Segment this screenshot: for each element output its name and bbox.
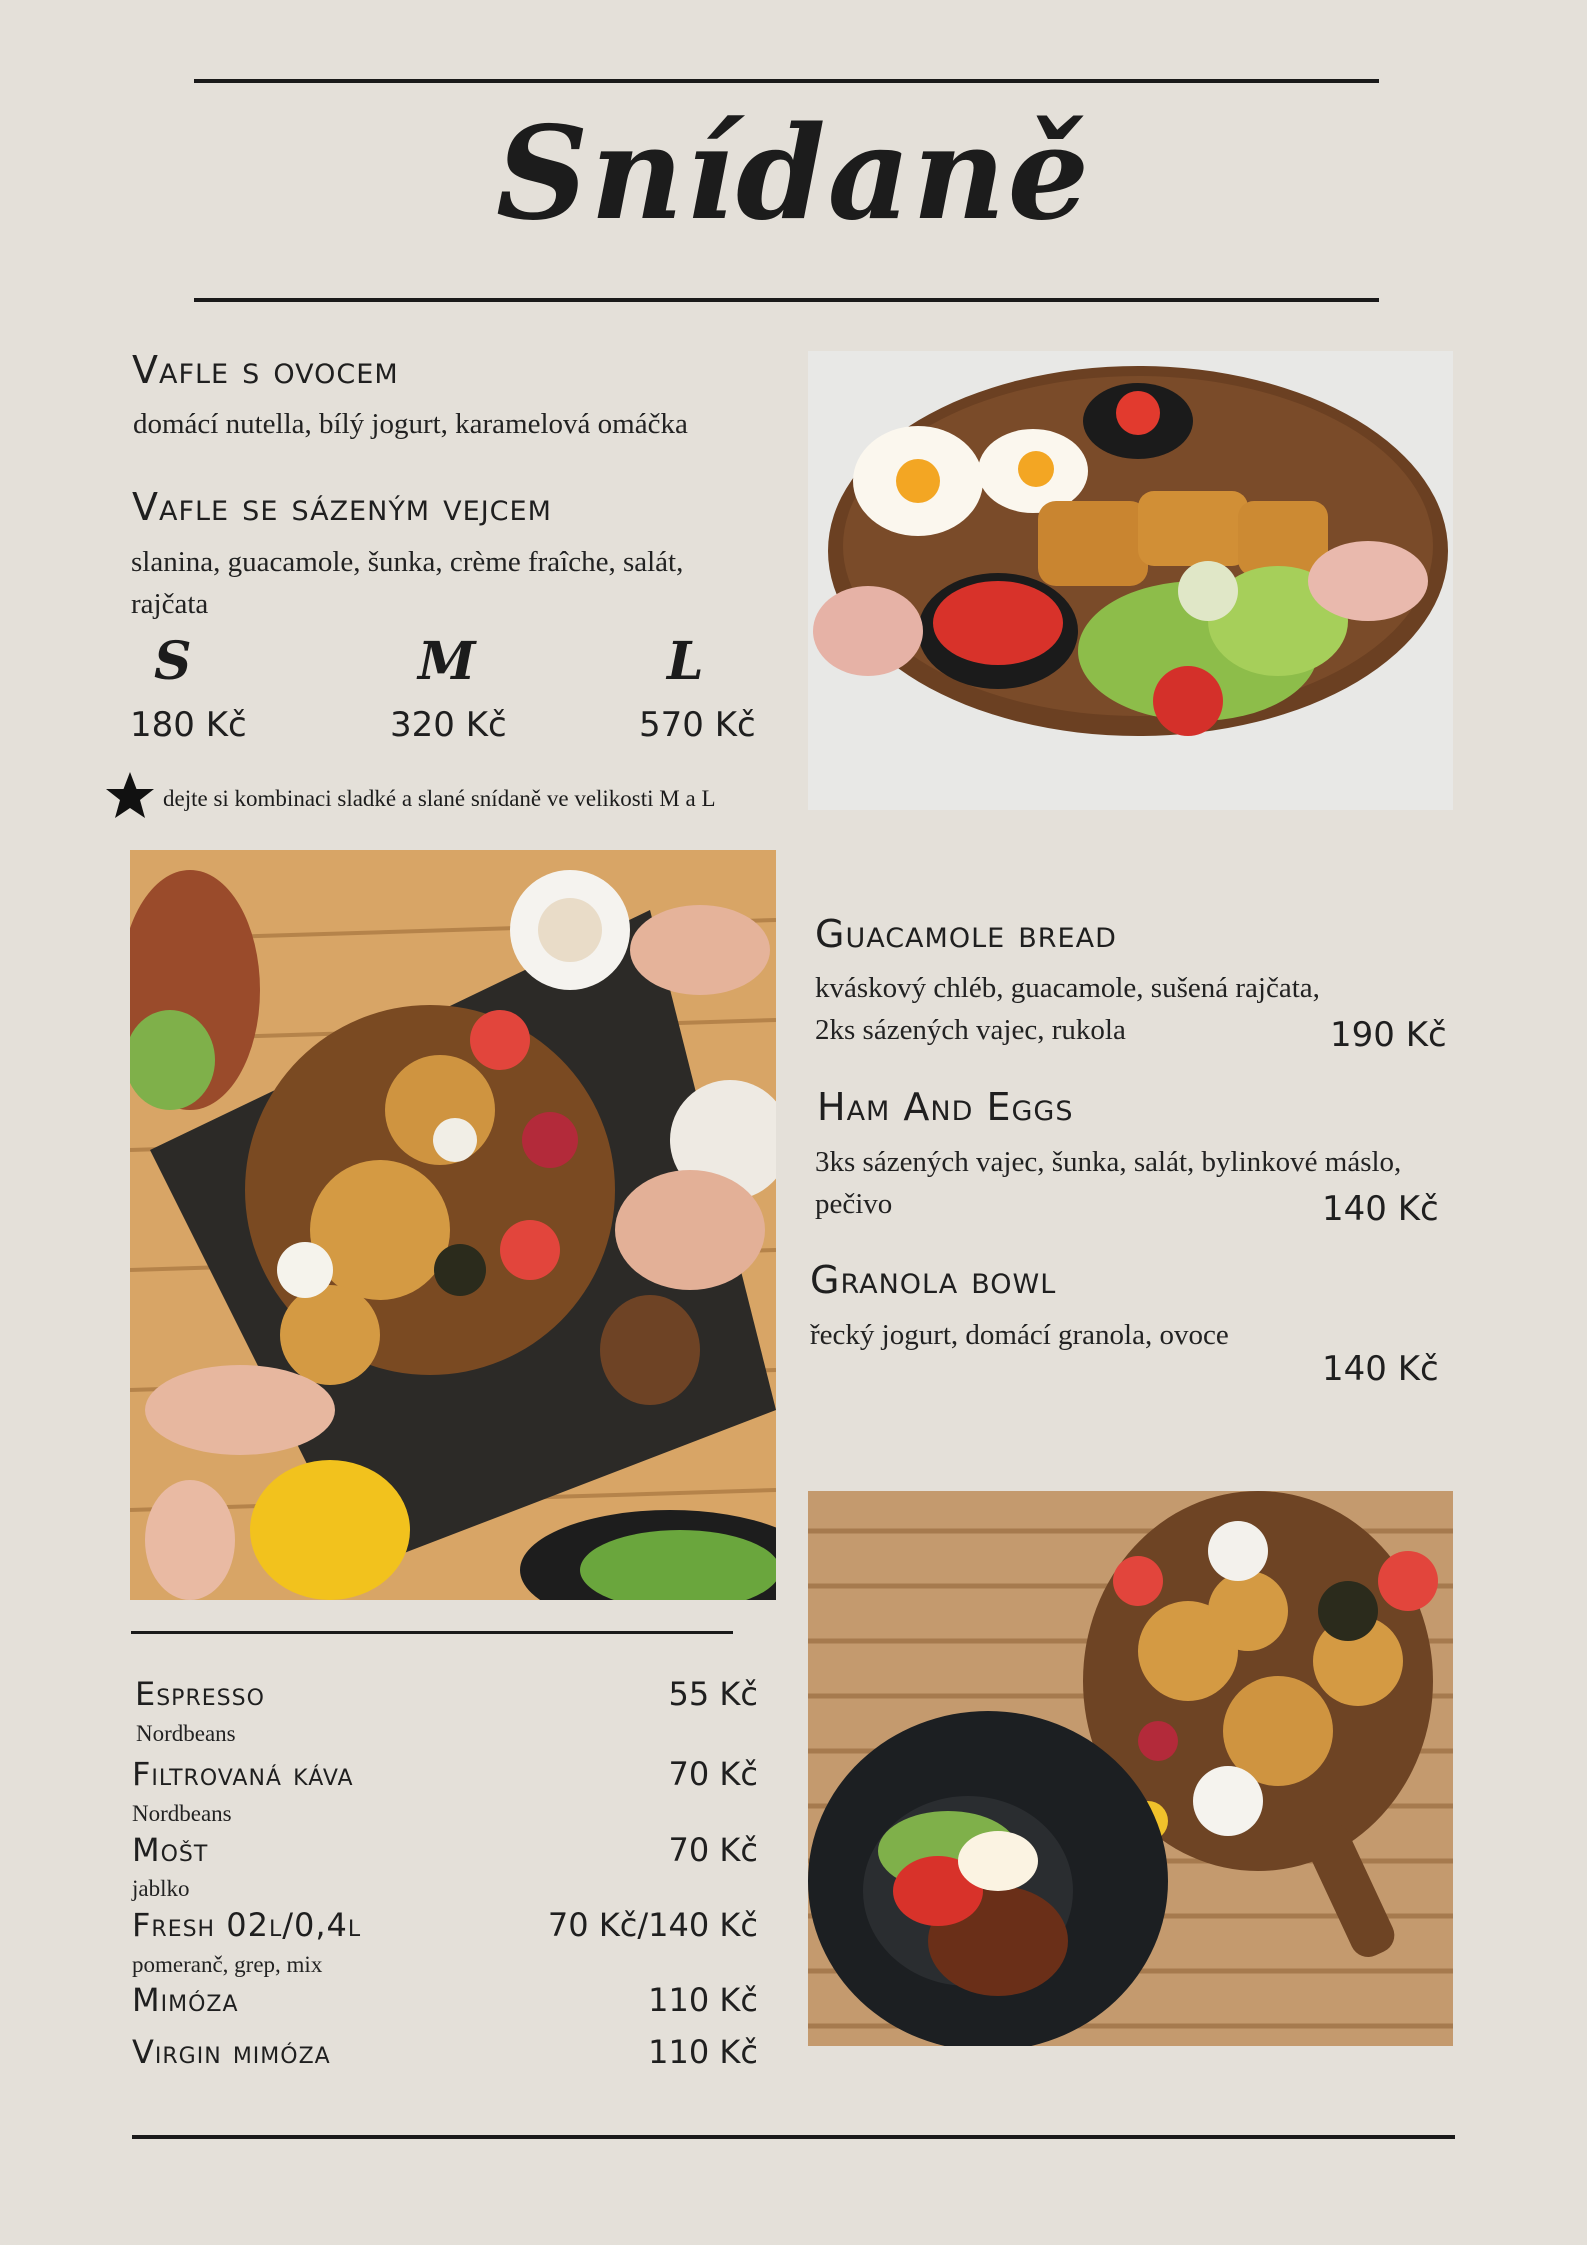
size-label-l: L bbox=[667, 631, 704, 692]
item-price-guacamole-bread: 190 Kč bbox=[1330, 1015, 1447, 1055]
item-desc-ham-and-eggs-line2: pečivo bbox=[815, 1188, 893, 1220]
drink-name-filtrovana-kava: Filtrovaná káva bbox=[132, 1755, 354, 1793]
drink-name-most: Mošt bbox=[132, 1831, 209, 1869]
footer-rule bbox=[132, 2135, 1455, 2139]
size-price-s: 180 Kč bbox=[130, 705, 247, 745]
drink-price-fresh: 70 Kč/140 Kč bbox=[547, 1906, 758, 1944]
drink-sub-espresso: Nordbeans bbox=[136, 1721, 236, 1746]
drink-price-virgin-mimoza: 110 Kč bbox=[648, 2033, 758, 2071]
item-desc-vafle-vejce-line1: slanina, guacamole, šunka, crème fraîche, salát, bbox=[131, 546, 684, 578]
item-name-granola-bowl: Granola bowl bbox=[810, 1258, 1057, 1302]
photo-waffle-board-and-burger bbox=[808, 1491, 1453, 2046]
drink-price-mimoza: 110 Kč bbox=[648, 1981, 758, 2019]
drink-sub-fresh: pomeranč, grep, mix bbox=[132, 1952, 323, 1977]
item-name-vafle-ovoce: Vafle s ovocem bbox=[132, 348, 399, 392]
item-desc-vafle-ovoce: domácí nutella, bílý jogurt, karamelová omáčka bbox=[133, 408, 688, 440]
item-desc-vafle-vejce-line2: rajčata bbox=[131, 588, 209, 620]
item-name-vafle-vejce: Vafle se sázeným vejcem bbox=[132, 485, 552, 529]
item-desc-guacamole-bread-line1: kváskový chléb, guacamole, sušená rajčata, bbox=[815, 972, 1320, 1004]
drinks-top-rule bbox=[131, 1631, 733, 1634]
size-label-s: S bbox=[154, 631, 192, 692]
drink-name-mimoza: Mimóza bbox=[132, 1981, 239, 2019]
photo-savory-waffle-board bbox=[808, 351, 1453, 810]
drink-name-virgin-mimoza: Virgin mimóza bbox=[132, 2033, 331, 2071]
item-desc-ham-and-eggs-line1: 3ks sázených vajec, šunka, salát, bylinkové máslo, bbox=[815, 1146, 1402, 1178]
star-icon bbox=[104, 770, 156, 822]
drink-sub-filtrovana-kava: Nordbeans bbox=[132, 1801, 232, 1826]
size-price-m: 320 Kč bbox=[390, 705, 507, 745]
header-bottom-rule bbox=[194, 298, 1379, 302]
size-price-l: 570 Kč bbox=[639, 705, 756, 745]
page-title: Snídaně bbox=[495, 99, 1092, 249]
item-name-ham-and-eggs: Ham And Eggs bbox=[817, 1085, 1074, 1129]
item-desc-guacamole-bread-line2: 2ks sázených vajec, rukola bbox=[815, 1014, 1126, 1046]
combo-note: dejte si kombinaci sladké a slané snídaně ve velikosti M a L bbox=[163, 786, 716, 811]
item-name-guacamole-bread: Guacamole bread bbox=[815, 912, 1117, 956]
drink-price-filtrovana-kava: 70 Kč bbox=[668, 1755, 758, 1793]
drink-name-espresso: Espresso bbox=[135, 1675, 265, 1713]
photo-table-sweet-waffle-platter bbox=[130, 850, 776, 1600]
header-top-rule bbox=[194, 79, 1379, 83]
item-price-ham-and-eggs: 140 Kč bbox=[1322, 1189, 1439, 1229]
item-desc-granola-bowl: řecký jogurt, domácí granola, ovoce bbox=[810, 1319, 1229, 1351]
drink-price-most: 70 Kč bbox=[668, 1831, 758, 1869]
size-label-m: M bbox=[418, 631, 476, 692]
drink-sub-most: jablko bbox=[132, 1876, 190, 1901]
drink-name-fresh: Fresh 02l/0,4l bbox=[132, 1906, 362, 1944]
item-price-granola-bowl: 140 Kč bbox=[1322, 1349, 1439, 1389]
drink-price-espresso: 55 Kč bbox=[668, 1675, 758, 1713]
